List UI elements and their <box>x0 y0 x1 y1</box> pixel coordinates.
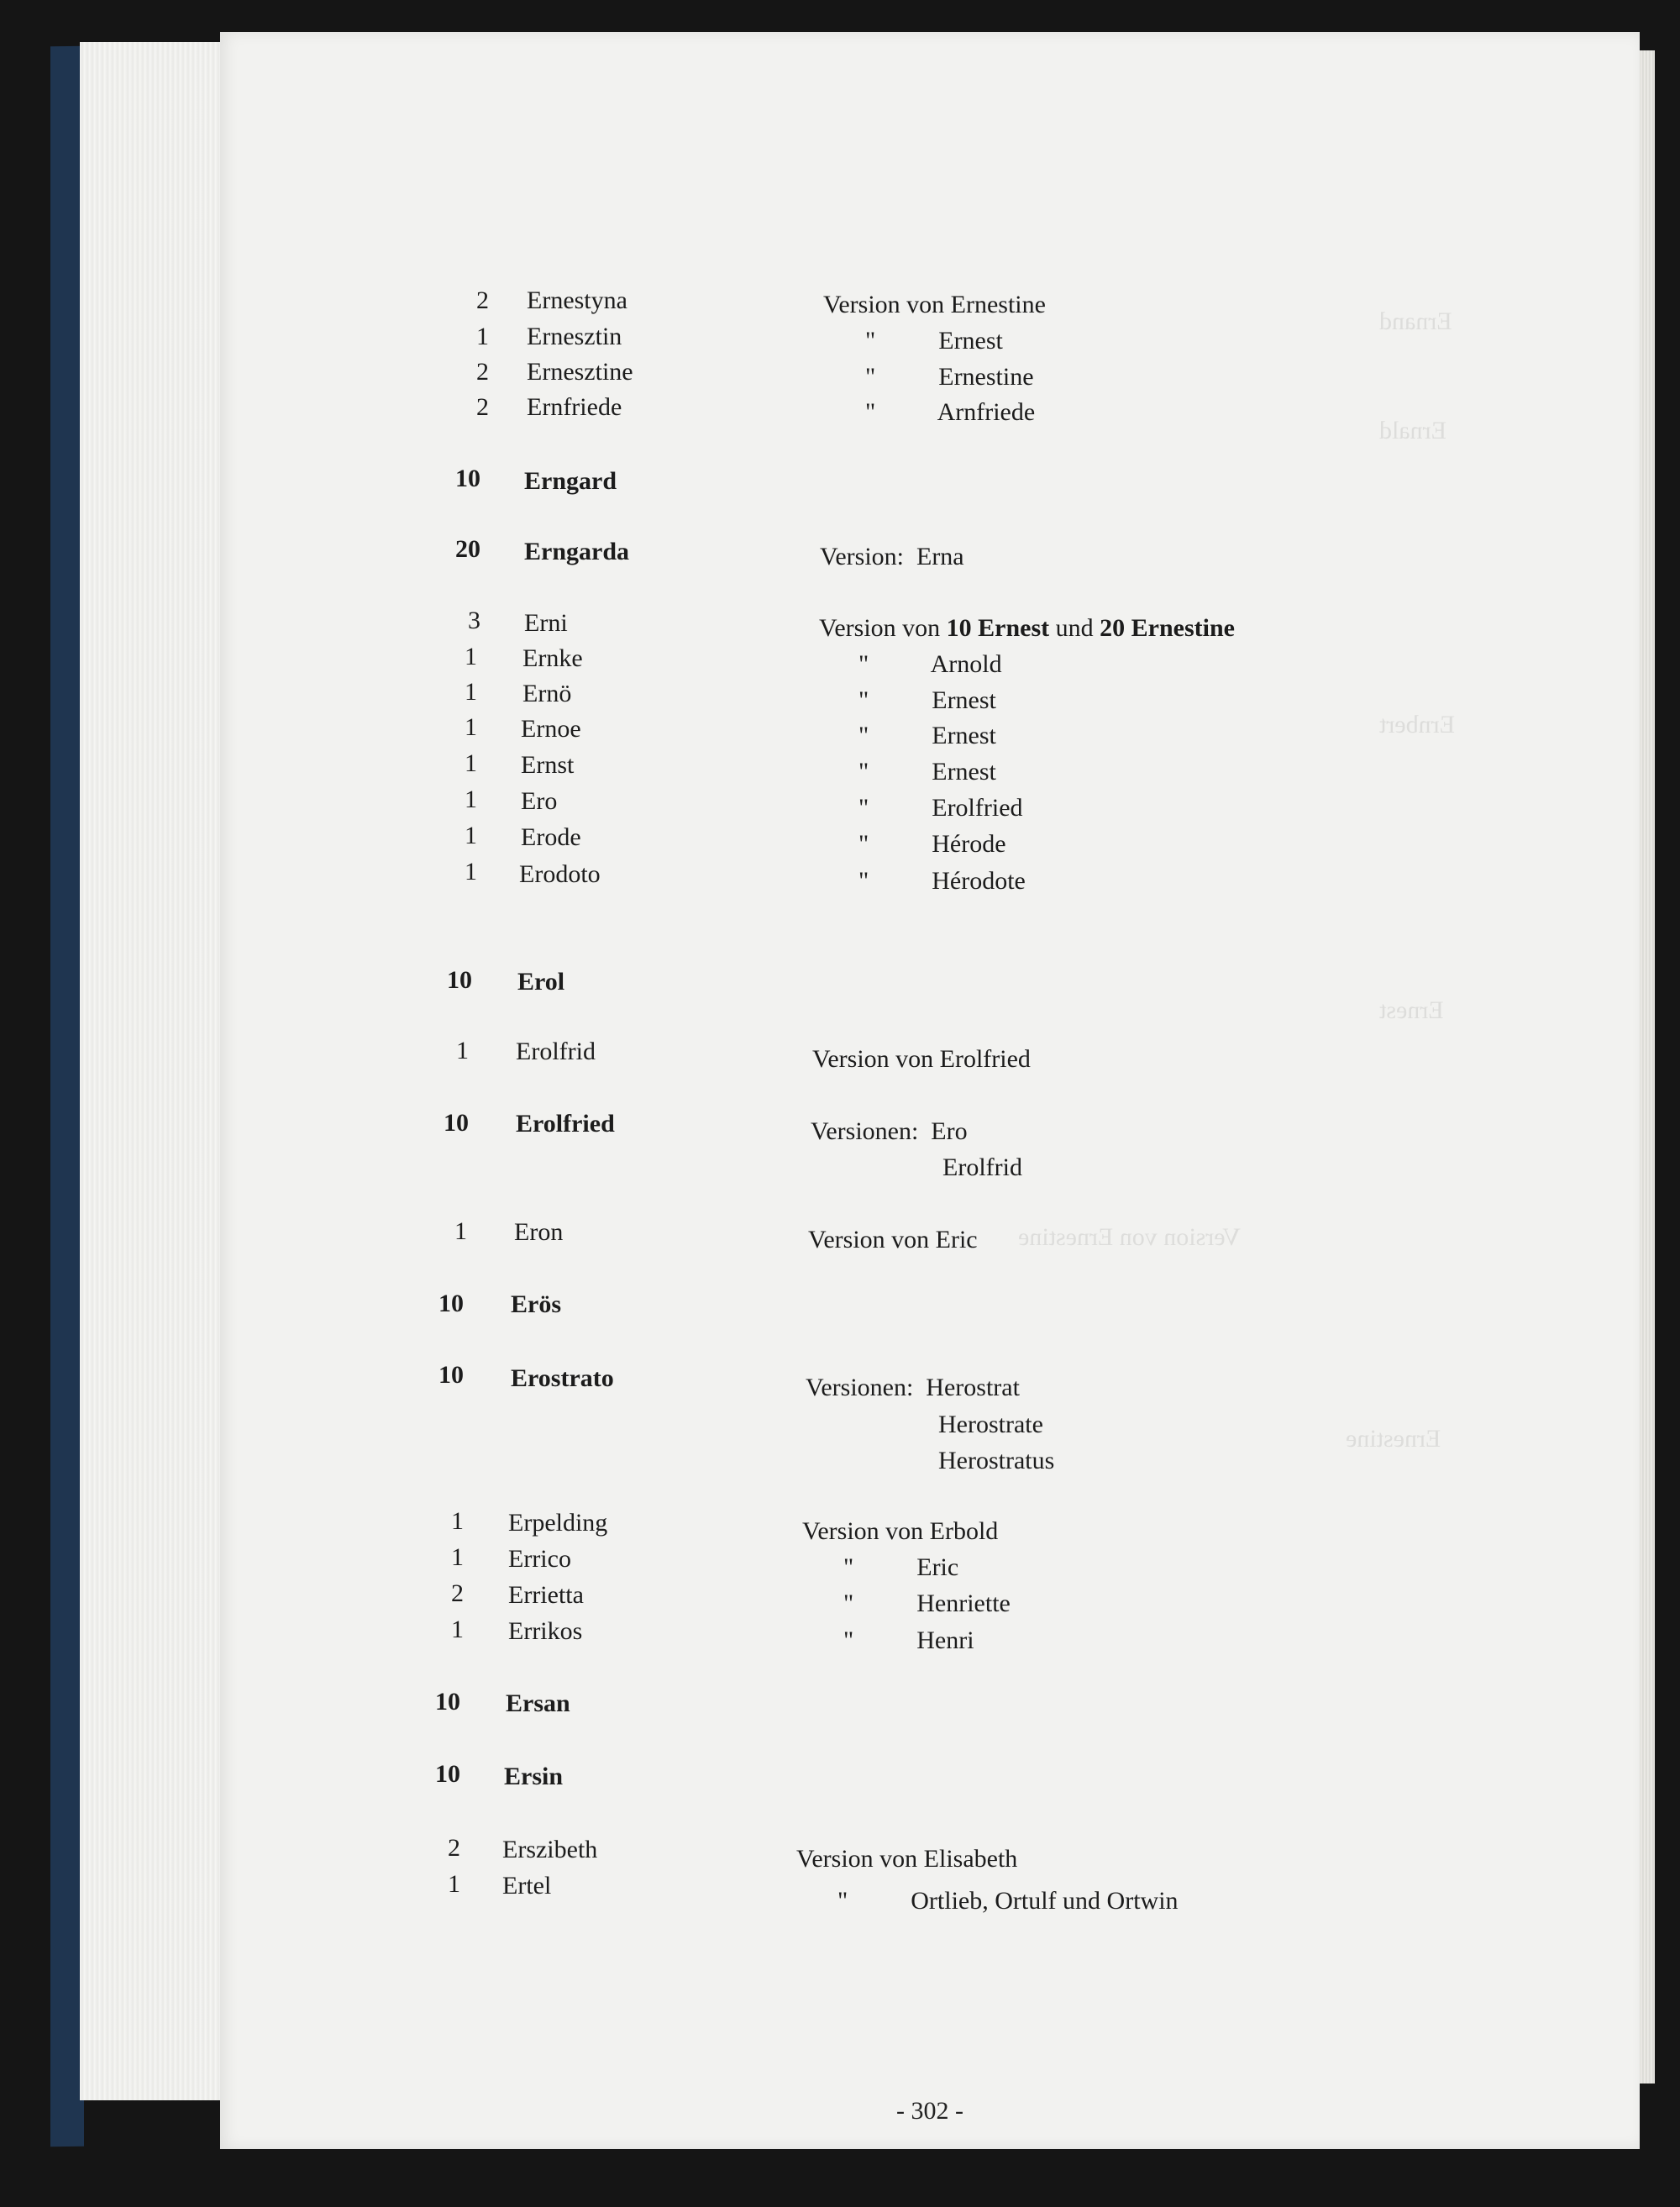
count: 10 <box>438 1361 464 1389</box>
name-entry: Erode <box>521 823 581 851</box>
name-entry: Erszibeth <box>502 1836 598 1863</box>
name-entry: Ersin <box>504 1763 564 1790</box>
note: Version von Erolfried <box>812 1045 1031 1073</box>
note: " Arnfriede <box>865 398 1036 426</box>
count: 20 <box>455 535 480 563</box>
note: Version: Erna <box>820 543 964 570</box>
book-cover-edge <box>50 46 84 2147</box>
name-entry: Erös <box>511 1290 561 1318</box>
count: 10 <box>447 966 472 994</box>
name-entry: Errietta <box>508 1581 584 1609</box>
name-entry: Errico <box>508 1545 571 1573</box>
page-number: - 302 - <box>896 2097 963 2125</box>
note: Version von Ernestine <box>823 291 1046 318</box>
name-entry: Erpelding <box>508 1509 608 1537</box>
bleed-through: Ernand <box>1379 307 1452 335</box>
bleed-through: Version von Ernestine <box>1018 1223 1241 1251</box>
note: " Ernestine <box>865 363 1034 391</box>
count: 2 <box>476 286 489 314</box>
note-continuation: Herostrate <box>938 1411 1043 1438</box>
name-entry: Erngard <box>524 467 617 495</box>
name-entry: Erostrato <box>511 1364 614 1392</box>
note: " Arnold <box>858 650 1002 678</box>
name-entry: Ernesztin <box>527 323 622 350</box>
count: 1 <box>465 643 477 670</box>
note: " Henri <box>843 1626 974 1654</box>
note: " Ernest <box>858 758 996 786</box>
name-entry: Erol <box>517 968 565 996</box>
name-entry: Ernesztine <box>527 358 633 386</box>
count: 1 <box>465 678 477 706</box>
name-entry: Errikos <box>508 1617 583 1645</box>
note: " Ernest <box>858 722 996 749</box>
name-entry: Ernke <box>522 644 583 672</box>
count: 10 <box>435 1688 460 1716</box>
count: 1 <box>465 786 477 813</box>
name-entry: Ernestyna <box>527 286 627 314</box>
count: 1 <box>465 713 477 741</box>
name-entry: Ero <box>521 787 558 815</box>
count: 1 <box>465 858 477 885</box>
count: 1 <box>454 1217 467 1245</box>
name-entry: Erolfrid <box>516 1038 596 1065</box>
book-page <box>220 32 1640 2149</box>
note: " Erolfried <box>858 794 1023 822</box>
name-entry: Ernfriede <box>527 393 622 421</box>
name-entry: Eron <box>514 1218 564 1246</box>
count: 10 <box>455 465 480 492</box>
count: 3 <box>468 607 480 634</box>
count: 2 <box>476 393 489 421</box>
note: " Ernest <box>865 327 1003 355</box>
note: " Hérodote <box>858 867 1026 895</box>
count: 1 <box>451 1507 464 1535</box>
note-continuation: Herostratus <box>938 1447 1055 1474</box>
note: Versionen: Herostrat <box>806 1374 1020 1401</box>
count: 1 <box>456 1037 469 1064</box>
name-entry: Ernö <box>522 680 572 707</box>
name-entry: Erolfried <box>516 1110 615 1138</box>
count: 2 <box>476 358 489 386</box>
note: Versionen: Ero <box>811 1117 968 1145</box>
bleed-through: Ernald <box>1379 417 1446 444</box>
count: 10 <box>444 1109 469 1137</box>
count: 1 <box>465 749 477 777</box>
name-entry: Erni <box>524 609 568 637</box>
count: 2 <box>448 1834 460 1862</box>
bleed-through: Ernbert <box>1379 711 1455 738</box>
count: 2 <box>451 1579 464 1607</box>
note: Version von Erbold <box>802 1517 999 1545</box>
name-entry: Ertel <box>502 1872 552 1900</box>
count: 10 <box>435 1760 460 1788</box>
note: " Henriette <box>843 1590 1011 1617</box>
note: " Ortlieb, Ortulf und Ortwin <box>837 1887 1179 1915</box>
note-mixed: Version von 10 Ernest und 20 Ernestine <box>819 614 1235 642</box>
bleed-through: Ernest <box>1379 996 1444 1024</box>
name-entry: Ernst <box>521 751 575 779</box>
count: 10 <box>438 1290 464 1317</box>
note-continuation: Erolfrid <box>942 1153 1022 1181</box>
count: 1 <box>448 1870 460 1898</box>
name-entry: Ernoe <box>521 715 581 743</box>
count: 1 <box>451 1616 464 1643</box>
note: " Hérode <box>858 830 1006 858</box>
left-page-stack <box>80 42 231 2100</box>
note: Version von Elisabeth <box>796 1845 1018 1873</box>
note: Version von Eric <box>808 1226 978 1253</box>
note: " Eric <box>843 1553 959 1581</box>
note: " Ernest <box>858 686 996 714</box>
count: 1 <box>476 323 489 350</box>
bleed-through: Ernestine <box>1346 1425 1441 1453</box>
count: 1 <box>451 1543 464 1571</box>
name-entry: Erngarda <box>524 538 630 565</box>
name-entry: Ersan <box>506 1689 570 1717</box>
name-entry: Erodoto <box>519 860 601 888</box>
count: 1 <box>465 822 477 849</box>
